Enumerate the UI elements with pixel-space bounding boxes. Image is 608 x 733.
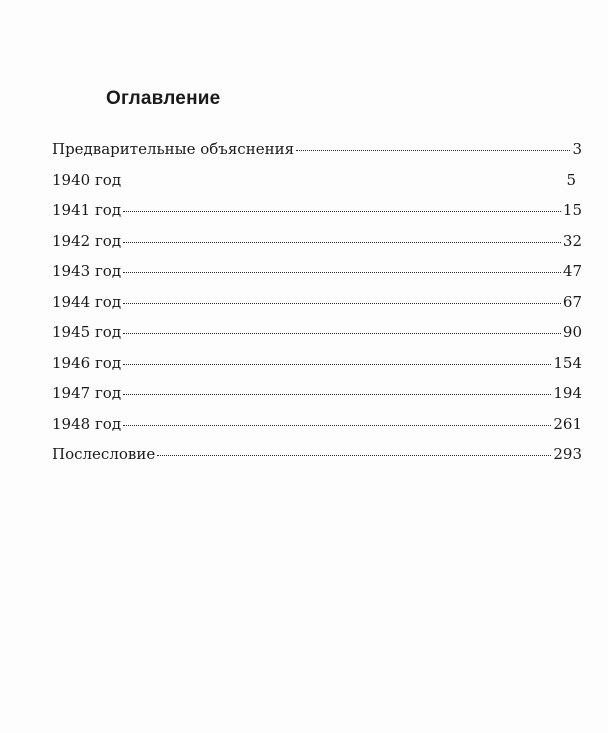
toc-page-number: 15	[562, 201, 582, 219]
toc-page-number: 47	[562, 262, 582, 280]
toc-entry-1943	[52, 261, 582, 292]
toc-dot-leader	[157, 455, 551, 456]
toc-entry-label: 1948 год	[52, 414, 122, 433]
toc-dot-leader	[123, 242, 561, 243]
toc-entry-afterword	[52, 444, 582, 475]
toc-entry-label: 1940 год	[52, 170, 122, 189]
toc-entry-label: 1941 год	[52, 201, 122, 219]
toc-entry-label: Послесловие	[52, 445, 156, 463]
toc-title: Оглавление	[106, 88, 221, 109]
toc-entry-1940	[52, 170, 582, 201]
toc-dot-leader	[123, 303, 561, 304]
toc-entry-label: 1947 год	[52, 384, 122, 402]
toc-entry-1946	[52, 353, 582, 384]
toc-entry-label: 1945 год	[52, 323, 122, 341]
toc-page-number: 5	[566, 170, 576, 189]
toc-page-number: 261	[553, 414, 582, 433]
toc-page-number: 154	[553, 353, 582, 372]
toc-entry-label: 1943 год	[52, 262, 122, 280]
toc-list	[52, 139, 582, 475]
toc-page-number: 32	[562, 231, 582, 250]
toc-entry-1942	[52, 231, 582, 262]
toc-entry-label: 1942 год	[52, 231, 122, 250]
toc-page-number: 3	[572, 140, 582, 158]
toc-dot-leader	[123, 211, 561, 212]
toc-entry-label: Предварительные объяснения	[52, 140, 295, 158]
toc-dot-leader	[296, 150, 570, 151]
toc-entry-1944	[52, 292, 582, 323]
toc-dot-leader	[123, 364, 551, 365]
toc-page-number: 293	[553, 445, 582, 463]
toc-dot-leader	[123, 425, 551, 426]
toc-entry-label: 1944 год	[52, 292, 122, 311]
toc-dot-leader	[123, 333, 561, 334]
toc-page-number: 90	[562, 323, 582, 341]
toc-page-number: 67	[562, 292, 582, 311]
toc-entry-preface	[52, 139, 582, 170]
toc-dot-leader	[123, 272, 561, 273]
toc-entry-1948	[52, 414, 582, 445]
toc-dot-leader	[123, 394, 551, 395]
toc-entry-1941	[52, 200, 582, 231]
toc-leader-space	[123, 181, 564, 182]
toc-entry-1945	[52, 322, 582, 353]
toc-page-number: 194	[553, 384, 582, 402]
toc-entry-1947	[52, 383, 582, 414]
toc-entry-label: 1946 год	[52, 353, 122, 372]
